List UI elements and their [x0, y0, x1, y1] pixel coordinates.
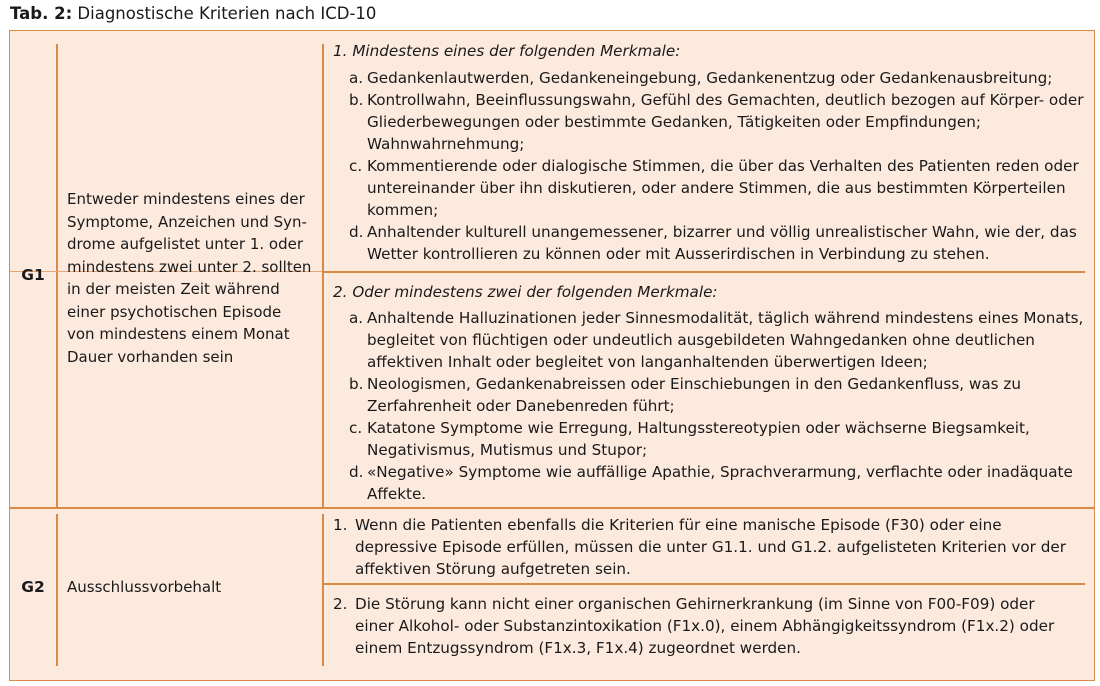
- row-label-g1: G1: [21, 266, 45, 284]
- caption-label: Tab. 2:: [10, 4, 73, 23]
- list-item: a. Anhaltende Halluzinationen jeder Sinnesmodalität, täglich während mindestens eines Monats, begleitet von flüchtigen oder undeutlich ausgebildeten Wahngedanken ohne deutlichen affektiven Inhalt oder begleitet von langanhaltenden überwertigen Ideen;: [349, 309, 1084, 371]
- subsection-divider: [322, 583, 1085, 585]
- column-divider-2: [322, 514, 324, 666]
- criteria-table: [9, 30, 1095, 681]
- column-divider-1: [56, 44, 58, 508]
- row-divider: [10, 507, 1094, 509]
- caption-title: Diagnostische Kriterien nach ICD-10: [72, 4, 377, 23]
- list-item: a. Gedankenlautwerden, Gedankeneingebung, Gedankenentzug oder Gedankenausbreitung;: [349, 69, 1053, 87]
- g1-section2-list: [333, 307, 1088, 505]
- list-item: d. «Negative» Symptome wie auffällige Apathie, Sprachverarmung, verflachte oder inadäquate Affekte.: [349, 463, 1073, 503]
- g1-section2-heading: 2. Oder mindestens zwei der folgenden Merkmale:: [333, 283, 718, 301]
- column-divider-2: [322, 44, 324, 508]
- g2-item-2: 2. Die Störung kann nicht einer organischen Gehirnerkrankung (im Sinne von F00-F09) oder einer Alkohol- oder Substanzintoxikation (F1x.0), einem Abhängigkeitssyndrom (F1x.2) oder einem Entzugssyndrom (F1x.3, F1x.4) zugeordnet werden.: [333, 595, 1055, 657]
- list-item: c. Katatone Symptome wie Erregung, Haltungsstereotypien oder wächserne Biegsamkeit, Negativismus, Mutismus und Stupor;: [349, 419, 1030, 459]
- row-label-g2: G2: [21, 578, 45, 596]
- g1-description: Entweder mindestens eines der Symptome, Anzeichen und Syndrome aufgelistet unter 1. oder mindestens zwei unter 2. sollten in der meisten Zeit während einer psychotischen Episode von mindestens einem Monat Dauer vorhanden sein: [67, 190, 312, 366]
- g1-section1-list: [333, 67, 1088, 265]
- table-caption: [10, 3, 376, 25]
- column-divider-1: [56, 514, 58, 666]
- g2-item-1: 1. Wenn die Patienten ebenfalls die Kriterien für eine manische Episode (F30) oder eine depressive Episode erfüllen, müssen die unter G1.1. und G1.2. aufgelisteten Kriterien vor der affektiven Störung aufgetreten sein.: [333, 516, 1066, 578]
- g1-section1-heading: 1. Mindestens eines der folgenden Merkmale:: [333, 42, 681, 60]
- list-item: b. Neologismen, Gedankenabreissen oder Einschiebungen in den Gedankenfluss, was zu Zerfahrenheit oder Danebenreden führt;: [349, 375, 1021, 415]
- g2-description: Ausschlussvorbehalt: [67, 578, 222, 596]
- subsection-divider: [322, 271, 1085, 273]
- list-item: c. Kommentierende oder dialogische Stimmen, die über das Verhalten des Patienten reden oder untereinander über ihn diskutieren, oder andere Stimmen, die aus bestimmten Körperteilen kommen;: [349, 157, 1079, 219]
- list-item: d. Anhaltender kulturell unangemessener, bizarrer und völlig unrealistischer Wahn, wie der, das Wetter kontrollieren zu können oder mit Ausserirdischen in Verbindung zu stehen.: [349, 223, 1077, 263]
- list-item: b. Kontrollwahn, Beeinflussungswahn, Gefühl des Gemachten, deutlich bezogen auf Körper- oder Gliederbewegungen oder bestimmte Gedanken, Tätigkeiten oder Empfindungen; Wahnwahrnehmung;: [349, 91, 1084, 153]
